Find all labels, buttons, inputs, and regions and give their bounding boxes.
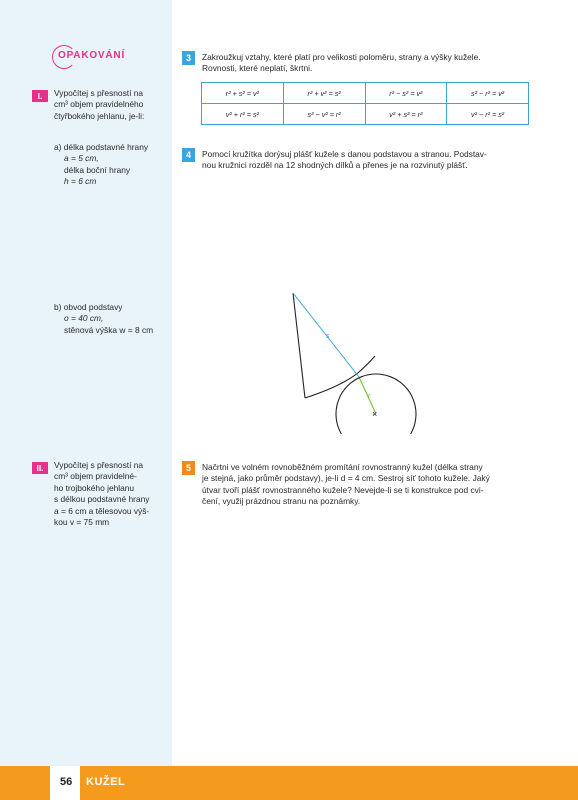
- cone-arc-upper: [359, 356, 375, 372]
- exercise-2-line: s délkou podstavné hrany: [54, 494, 150, 505]
- task-5-line: je stejná, jako průměr podstavy), je-li d = 4 cm. Sestroj síť tohoto kužele. Jaký: [202, 473, 490, 484]
- exercise-1a-value-h: h = 6 cm: [64, 176, 97, 187]
- exercise-2-line: kou v = 75 mm: [54, 517, 110, 528]
- cone-side-line: [293, 293, 305, 398]
- exercise-1-number: I.: [32, 90, 48, 102]
- exercise-2-line: Vypočítej s přesností na: [54, 460, 144, 470]
- exercise-1a-heading: a) délka podstavné hrany: [54, 142, 149, 152]
- exercise-1a-value-a: a = 5 cm,: [64, 153, 99, 164]
- task-5-number: 5: [182, 461, 195, 475]
- task-3-line: Rovnosti, které neplatí, škrtni.: [202, 63, 313, 74]
- exercise-1b: [54, 302, 169, 336]
- task-4-line: Pomocí kružítka dorýsuj plášť kužele s danou podstavou a stranou. Podstav-: [202, 149, 487, 159]
- task-5-line: Načrtni ve volném rovnoběžném promítání rovnostranný kužel (délka strany: [202, 462, 483, 472]
- exercise-2-line: a = 6 cm a tělesovou výš-: [54, 505, 150, 516]
- relation-cell[interactable]: r² − s² = v²: [365, 83, 447, 104]
- task-4-line: nou kružnici rozděl na 12 shodných dílků a přenes je na rozvinutý plášť.: [202, 160, 468, 171]
- cone-net-figure: [280, 286, 430, 434]
- opakovani-badge: [52, 45, 124, 69]
- label-s: s: [326, 333, 330, 340]
- relation-cell[interactable]: r² + v² = s²: [283, 83, 365, 104]
- task-5-line: čení, využij prázdnou stranu na poznámky.: [202, 496, 361, 507]
- relation-cell[interactable]: s² − r² = v²: [447, 83, 529, 104]
- exercise-2-text: [54, 460, 166, 528]
- exercise-1b-value-w: stěnová výška w = 8 cm: [64, 324, 154, 335]
- task-4-number: 4: [182, 148, 195, 162]
- exercise-2-number: II.: [32, 462, 48, 474]
- exercise-2-line: cm³ objem pravidelné-: [54, 471, 137, 482]
- center-mark-icon: ×: [372, 409, 378, 419]
- relation-cell[interactable]: v² + s² = r²: [365, 104, 447, 125]
- task-5-text: [202, 462, 532, 508]
- relation-cell[interactable]: s² − v² = r²: [283, 104, 365, 125]
- task-3-number: 3: [182, 51, 195, 65]
- chapter-title: KUŽEL: [86, 776, 126, 788]
- relations-table: [201, 82, 529, 125]
- exercise-1b-value-o: o = 40 cm,: [64, 313, 104, 324]
- relations-row: [202, 104, 529, 125]
- relations-row: [202, 83, 529, 104]
- exercise-1-line: cm³ objem pravidelného: [54, 99, 144, 110]
- task-3-line: Zakroužkuj vztahy, které platí pro velikosti poloměru, strany a výšky kužele.: [202, 52, 481, 62]
- exercise-1b-heading: b) obvod podstavy: [54, 302, 123, 312]
- page-number: 56: [60, 776, 73, 788]
- relation-cell[interactable]: r² + s² = v²: [202, 83, 284, 104]
- task-4-text: [202, 149, 532, 172]
- cone-arc-lower: [305, 372, 359, 398]
- task-3-text: [202, 52, 532, 75]
- exercise-1a: [54, 142, 169, 188]
- exercise-2-line: ho trojbokého jehlanu: [54, 482, 135, 493]
- exercise-1-text: [54, 88, 166, 122]
- cone-base-circle: [336, 374, 416, 434]
- exercise-1-line: čtyřbokého jehlanu, je-li:: [54, 110, 145, 121]
- opakovani-label: OPAKOVÁNÍ: [58, 50, 126, 61]
- relation-cell[interactable]: v² − r² = s²: [447, 104, 529, 125]
- task-5-line: útvar tvoří plášť rovnostranného kužele? Nevejde-li se ti konstrukce pod cvi-: [202, 484, 484, 495]
- relation-cell[interactable]: v² + r² = s²: [202, 104, 284, 125]
- label-r: r: [368, 393, 371, 400]
- exercise-1a-label-edge: délka boční hrany: [64, 164, 131, 175]
- exercise-1-line: Vypočítej s přesností na: [54, 88, 144, 98]
